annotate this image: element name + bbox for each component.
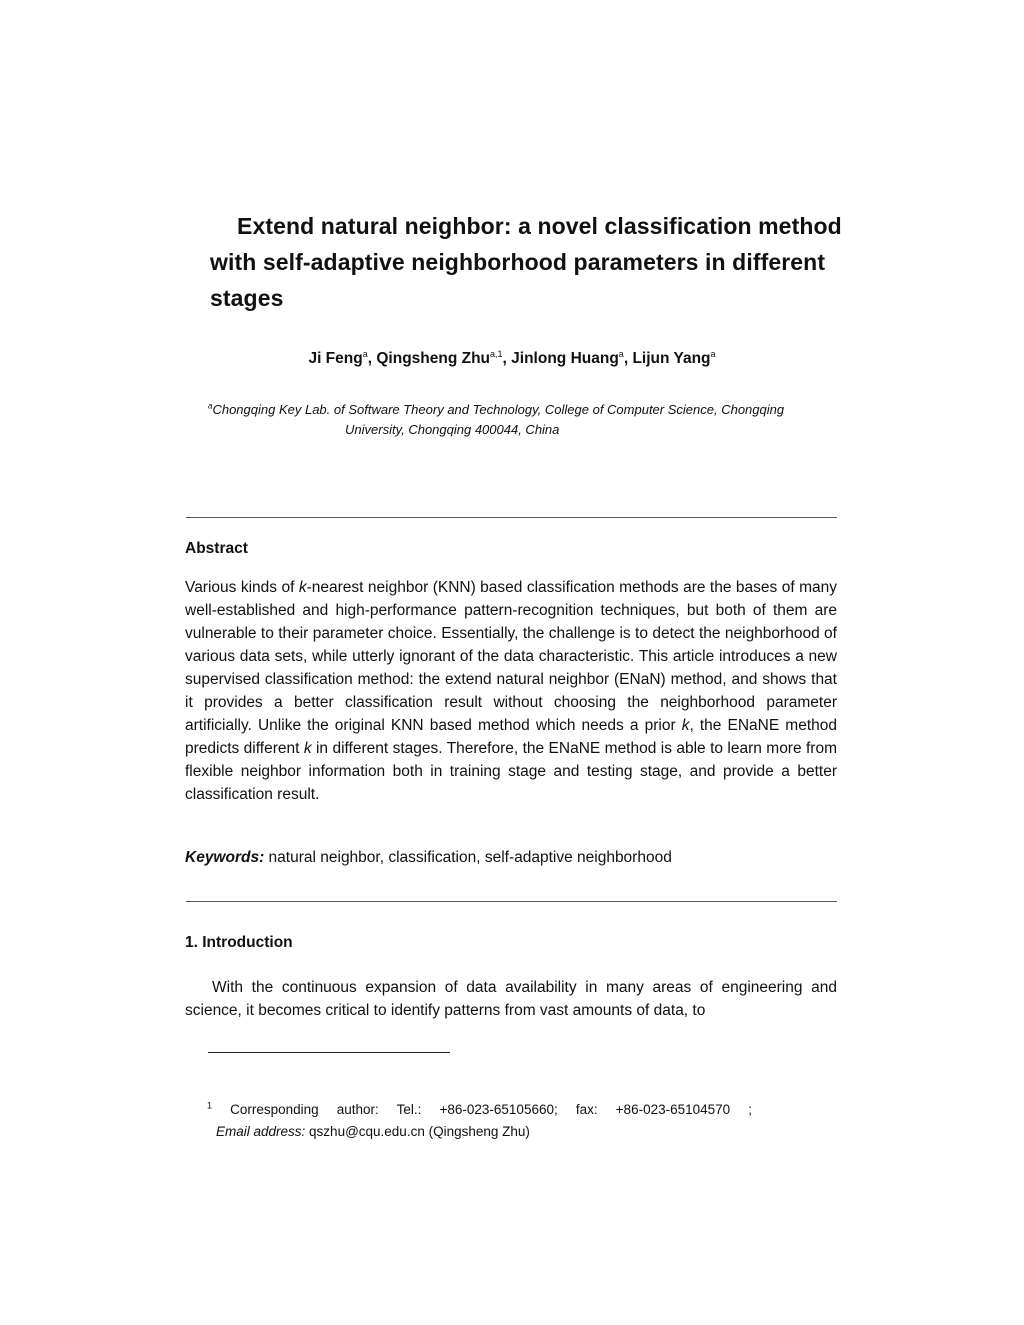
footnote-contact: Corresponding author: Tel.: +86-023-65105660; fax: +86-023-65104570 ; (212, 1102, 752, 1117)
abstract-heading: Abstract (185, 540, 248, 557)
author-affiliation-marker: a (362, 348, 368, 359)
author-name: Lijun Yang (632, 350, 711, 367)
keywords-text: natural neighbor, classification, self-adaptive neighborhood (264, 849, 672, 866)
author-affiliation-marker: a,1 (490, 348, 503, 359)
affiliation-marker: a (208, 401, 213, 411)
abstract-math-k: k (298, 579, 307, 596)
abstract-math-k: k (303, 740, 312, 757)
abstract-text-segment: in different stages. Therefore, the ENaNE method is able to learn more from flexible neighbor information both in training stage and testing stage, and provide a better classification result. (185, 740, 838, 803)
abstract-bottom-rule (186, 901, 837, 902)
author-separator: , (367, 350, 377, 367)
author-3 (511, 350, 632, 367)
author-separator: , (502, 350, 512, 367)
author-name: Jinlong Huang (511, 350, 619, 367)
footnote-line-2 (207, 1121, 752, 1143)
author-1 (308, 350, 376, 367)
footnote (207, 1099, 752, 1143)
affiliation-line-2: University, Chongqing 400044, China (345, 422, 560, 437)
abstract-text-segment: Various kinds of (185, 579, 299, 596)
email-address: qszhu@cqu.edu.cn (Qingsheng Zhu) (305, 1124, 530, 1139)
abstract-top-rule (186, 517, 837, 518)
footnote-line-1 (207, 1099, 752, 1121)
email-label: Email address: (216, 1124, 306, 1139)
author-separator: , (623, 350, 633, 367)
abstract-text-segment: -nearest neighbor (KNN) based classification methods are the bases of many well-established and high-performance pattern-recognition techniques, but both of them are vulnerable to their parameter choice. Essentially, the challenge is to detect the neighborhood of various data sets, while utterly ignorant of the data characteristic. This article introduces a new supervised classification method: the extend natural neighbor (ENaN) method, and shows that it provides a better classification result without choosing the neighborhood parameter artificially. Unlike the original KNN based method which needs a prior (185, 579, 837, 734)
keywords (185, 846, 837, 869)
author-name: Ji Feng (308, 350, 363, 367)
author-affiliation-marker: a (618, 348, 624, 359)
author-affiliation-marker: a (710, 348, 716, 359)
paper-title: Extend natural neighbor: a novel classification method with self-adaptive neighborhood parameters in different stages (210, 213, 842, 311)
introduction-heading: 1. Introduction (185, 934, 293, 951)
footnote-separator (208, 1052, 450, 1053)
abstract-math-k: k (681, 717, 690, 734)
affiliation (208, 400, 828, 440)
author-list (0, 350, 1024, 368)
footnote-marker: 1 (207, 1100, 213, 1111)
abstract-body (185, 576, 837, 806)
keywords-label: Keywords: (185, 849, 265, 866)
author-name: Qingsheng Zhu (376, 350, 491, 367)
author-2 (376, 350, 511, 367)
author-4 (632, 350, 715, 367)
introduction-paragraph: With the continuous expansion of data availability in many areas of engineering and science, it becomes critical to identify patterns from vast amounts of data, to (185, 979, 837, 1019)
abstract-text-segment: , the ENaNE method predicts different (185, 717, 837, 757)
affiliation-line-1: Chongqing Key Lab. of Software Theory and Technology, College of Computer Science, Chongqing (212, 402, 785, 417)
